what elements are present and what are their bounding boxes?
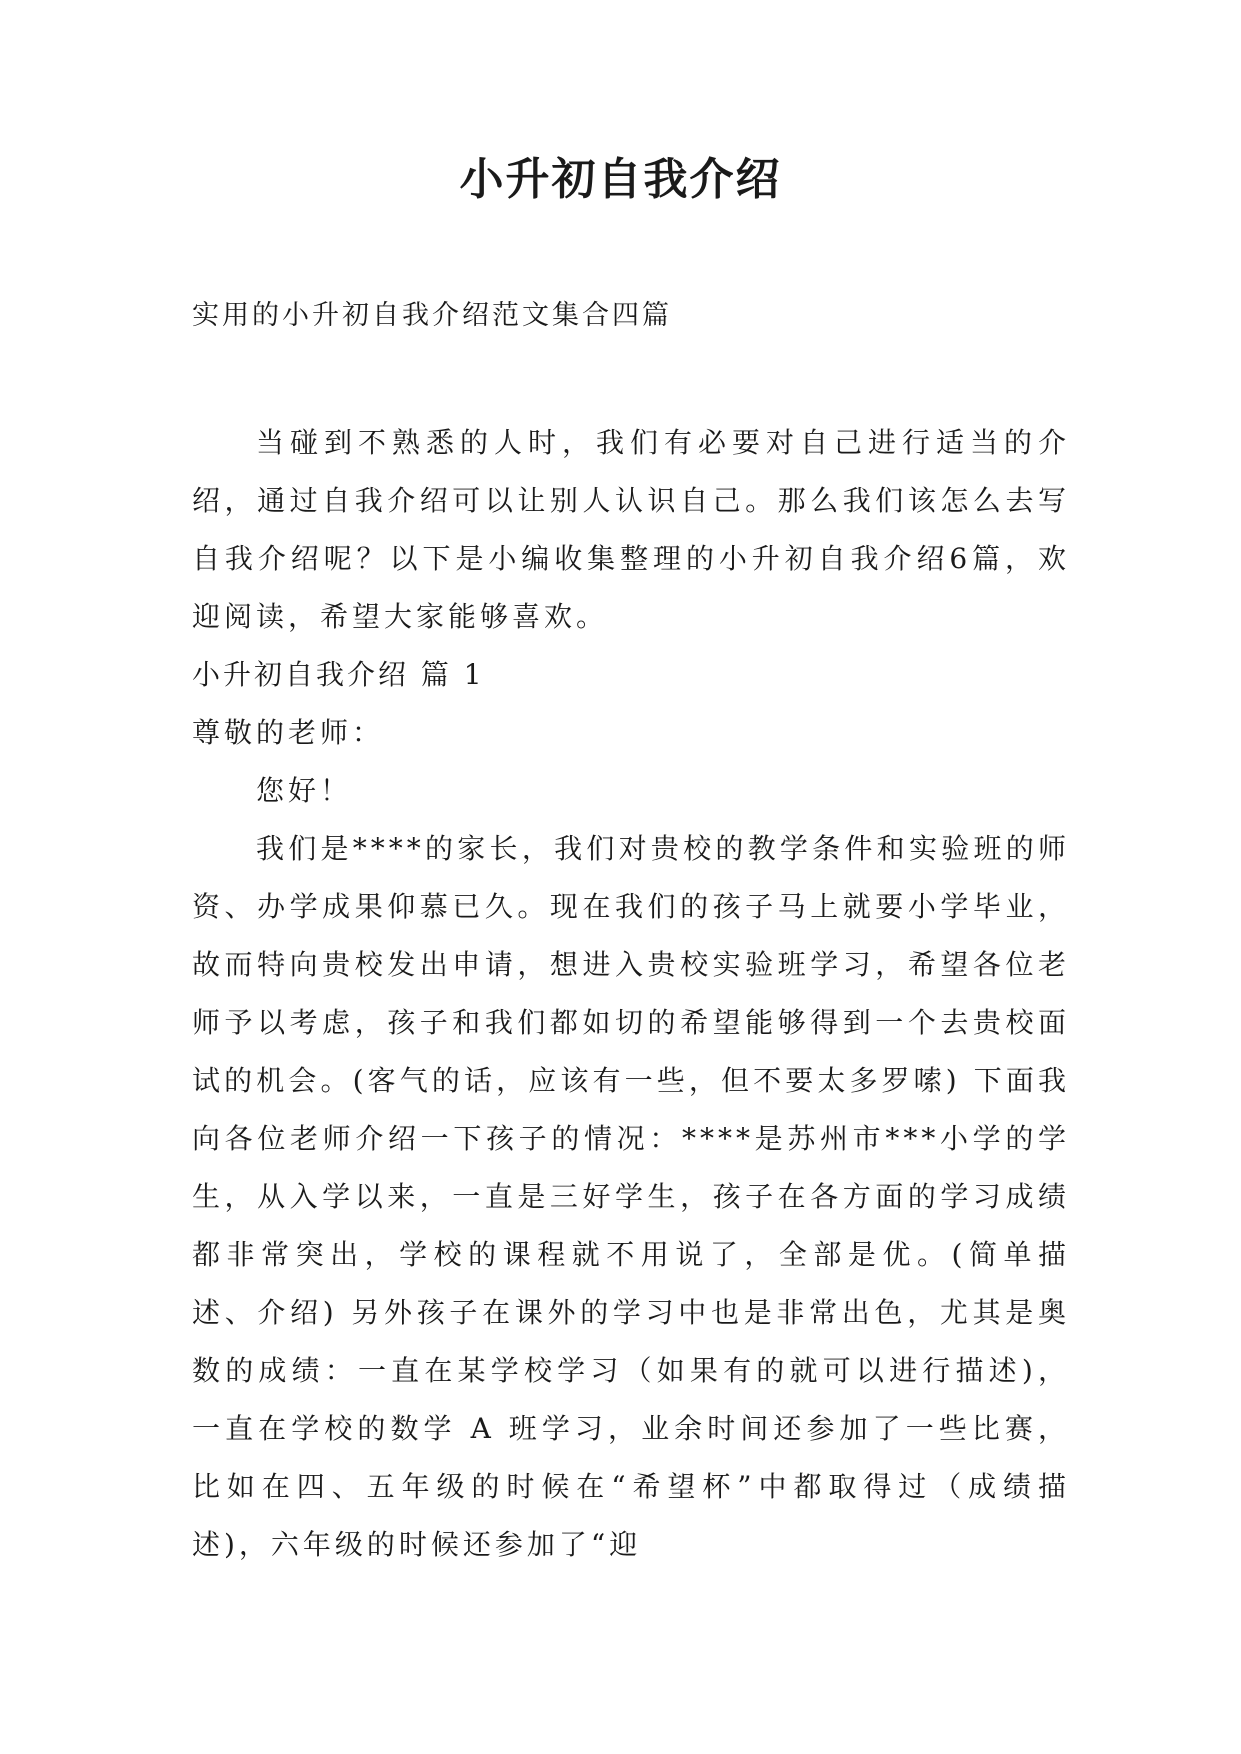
- body-paragraph: 我们是****的家长，我们对贵校的教学条件和实验班的师资、办学成果仰慕已久。现在我们的孩子马上就要小学毕业，故而特向贵校发出申请，想进入贵校实验班学习，希望各位老师予以考虑，孩子和我们都如切的希望能够得到一个去贵校面试的机会。(客气的话，应该有一些，但不要太多罗嗦) 下面我向各位老师介绍一下孩子的情况：****是苏州市***小学的学生，从入学以来，一直是三好学生，孩子在各方面的学习成绩都非常突出，学校的课程就不用说了，全部是优。(简单描述、介绍) 另外孩子在课外的学习中也是非常出色，尤其是奥数的成绩：一直在某学校学习（如果有的就可以进行描述)，一直在学校的数学 A 班学习，业余时间还参加了一些比赛，比如在四、五年级的时候在“希望杯”中都取得过（成绩描述)，六年级的时候还参加了“迎: [192, 832, 1070, 1561]
- document-subtitle: 实用的小升初自我介绍范文集合四篇: [192, 300, 672, 331]
- document-body: [192, 414, 1070, 1574]
- greeting: 您好！: [256, 774, 353, 807]
- intro-paragraph: 当碰到不熟悉的人时，我们有必要对自己进行适当的介绍，通过自我介绍可以让别人认识自己。那么我们该怎么去写自我介绍呢？以下是小编收集整理的小升初自我介绍6篇，欢迎阅读，希望大家能够喜欢。: [192, 426, 1070, 633]
- salutation: 尊敬的老师：: [192, 716, 385, 749]
- document-title: 小升初自我介绍: [459, 154, 782, 205]
- section-heading: 小升初自我介绍 篇 1: [192, 658, 485, 691]
